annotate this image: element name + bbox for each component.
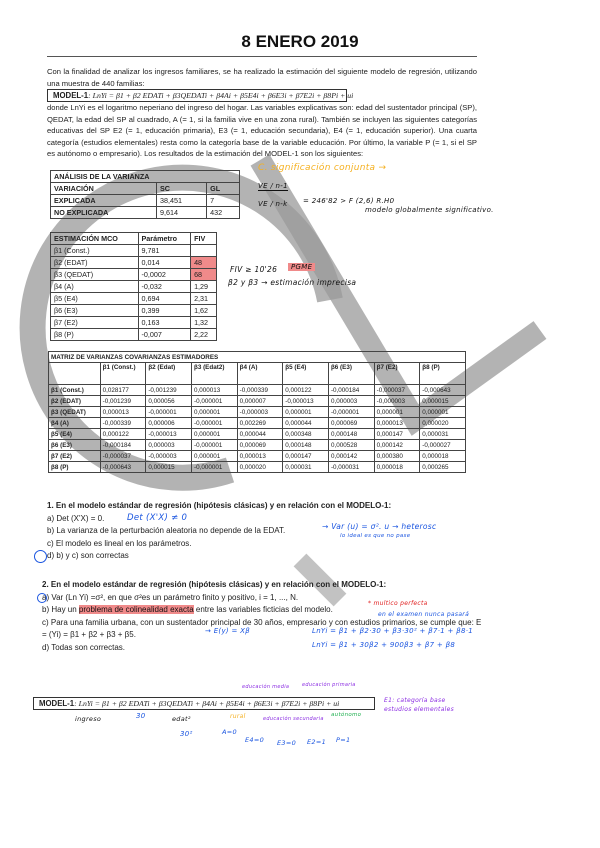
note-e40: E4=0 (245, 736, 265, 744)
intro-text: Con la finalidad de analizar los ingresos familiares, se ha realizado la estimación del siguiente modelo de regresión, utilizando una muestra de 440 familias: (47, 67, 477, 88)
cell: β4 (A) (51, 281, 139, 293)
cell: 0,028177 (100, 385, 146, 396)
cell: -0,000031 (328, 462, 374, 473)
table-row (51, 329, 217, 341)
note-ey: → E(y) = Xβ (205, 627, 250, 635)
matrix-header: β3 (Edat2) (191, 363, 237, 385)
note-conclusion: modelo globalmente significativo. (365, 206, 494, 214)
cell: 0,000265 (420, 462, 466, 473)
matrix-title: MATRIZ DE VARIANZAS COVARIANZAS ESTIMADORES (49, 352, 466, 363)
note-rural: rural (230, 713, 246, 720)
cell: 0,000001 (191, 451, 237, 462)
cell: EXPLICADA (51, 195, 157, 207)
note-var-ideal: lo ideal es que no pase (340, 533, 411, 539)
table-row (51, 195, 240, 207)
table-row (49, 440, 466, 451)
cell: 0,000122 (100, 429, 146, 440)
note-edat2: edat² (172, 715, 191, 723)
note-imprecise: β2 y β3 → estimación imprecisa (228, 278, 357, 287)
cell: -0,000001 (146, 407, 192, 418)
cell: 0,000007 (237, 396, 283, 407)
cell: 0,000348 (283, 429, 329, 440)
question-title: 1. En el modelo estándar de regresión (hipótesis clásicas) y en relación con el MODELO-1: (47, 501, 392, 510)
highlighted-text: problema de colinealidad exacta (78, 605, 194, 614)
matrix-header: β4 (A) (237, 363, 283, 385)
cell: β7 (E2) (49, 451, 101, 462)
text: entre las variables ficticias del modelo. (193, 605, 333, 614)
cell: 0,000031 (420, 429, 466, 440)
table-row (49, 396, 466, 407)
cell: 0,000018 (374, 462, 420, 473)
cell: -0,000027 (420, 440, 466, 451)
cell: β7 (E2) (51, 317, 139, 329)
table-row (49, 418, 466, 429)
cell: 1,32 (191, 317, 217, 329)
cell: 0,000142 (374, 440, 420, 451)
selected-answer-circle (37, 593, 47, 603)
anova-table (50, 170, 240, 219)
cell: 0,000013 (374, 418, 420, 429)
note-e21: E2=1 (307, 738, 327, 746)
cell: 2,22 (191, 329, 217, 341)
cell: -0,000001 (328, 407, 374, 418)
cell: 9,781 (138, 245, 191, 257)
cell: 0,000020 (420, 418, 466, 429)
cell: -0,000184 (328, 385, 374, 396)
note-p1: P=1 (336, 736, 351, 744)
cell: 0,000018 (420, 451, 466, 462)
cell: -0,000037 (374, 385, 420, 396)
matrix-header (49, 363, 101, 385)
cell: β6 (E3) (49, 440, 101, 451)
table-row (49, 429, 466, 440)
cell: β3 (QEDAT) (49, 407, 101, 418)
note-edu-media: educación media (242, 684, 290, 690)
matrix-header: β8 (P) (420, 363, 466, 385)
cell: 0,000015 (420, 396, 466, 407)
anova-title: ANÁLISIS DE LA VARIANZA (51, 171, 240, 183)
cell: 9,614 (157, 207, 207, 219)
note-a0: A=0 (222, 728, 237, 736)
option-d[interactable]: d) Todas son correctas. (42, 642, 126, 652)
anova-header: VARIACIÓN (51, 183, 157, 195)
description-text: donde LnYi es el logaritmo neperiano del ingreso del hogar. Las variables explicativas son: edad del sustentador principal (SP), QEDAT, la edad del SP al cuadrado, A (= 1, si la familia vive en una zona rural). También se incluyen las siguientes categorías educativas del SP E2 (= 1, educación primaria), E3 (= 1, educación secundaria), E4 (= 1, educación superior). Una cuarta categoría (estudios elementales) resta como la categoría base de la variable educación. Por último, la variable P (= 1, si el SP es autónomo o empresario). Los resultados de la estimación del MODEL-1 son los siguientes: (47, 103, 477, 159)
table-row (51, 317, 217, 329)
cell: 0,000069 (237, 440, 283, 451)
note-var: → Var (u) = σ². u → heterosc (322, 522, 437, 531)
cell: -0,000003 (237, 407, 283, 418)
cell: -0,000339 (237, 385, 283, 396)
matrix-header: β6 (E3) (328, 363, 374, 385)
cell: -0,032 (138, 281, 191, 293)
note-fiv: FIV ≥ 10'26 (230, 265, 278, 274)
cell: 0,000001 (283, 407, 329, 418)
cell: β1 (Const.) (49, 385, 101, 396)
note-pgme: PGME (288, 263, 315, 271)
note-exam: en el examen nunca pasará (378, 611, 470, 618)
cell: 0,694 (138, 293, 191, 305)
note-30: 30 (136, 712, 146, 720)
anova-header: SC (157, 183, 207, 195)
cell: β4 (A) (49, 418, 101, 429)
cell: 0,014 (138, 257, 191, 269)
cell: -0,000013 (283, 396, 329, 407)
table-row (49, 407, 466, 418)
cell: -0,000001 (191, 462, 237, 473)
cell: β1 (Const.) (51, 245, 139, 257)
note-autonomo: autónomo (331, 712, 362, 718)
note-30sq: 30² (180, 730, 193, 738)
mco-header: FIV (191, 233, 217, 245)
cell: -0,001239 (146, 385, 192, 396)
covariance-matrix-table (48, 351, 466, 473)
table-row (49, 451, 466, 462)
cell: 0,000044 (283, 418, 329, 429)
cell: -0,000003 (374, 396, 420, 407)
cell: -0,000013 (146, 429, 192, 440)
option-b[interactable]: b) La varianza de la perturbación aleatoria no depende de la EDAT. (47, 526, 286, 535)
note-edu-secundaria: educación secundaria (263, 716, 324, 722)
cell: 0,000013 (100, 407, 146, 418)
table-row (51, 293, 217, 305)
cell: β6 (E3) (51, 305, 139, 317)
note-multico: * multico perfecta (368, 600, 428, 607)
cell: 0,000142 (328, 451, 374, 462)
cell: -0,000643 (100, 462, 146, 473)
cell: 0,000001 (374, 407, 420, 418)
cell: β5 (E4) (49, 429, 101, 440)
cell: 0,000147 (374, 429, 420, 440)
anova-header: GL (207, 183, 240, 195)
matrix-header: β2 (Edat) (146, 363, 192, 385)
model-box-repeat (33, 697, 375, 710)
cell: 0,000001 (420, 407, 466, 418)
table-row (51, 305, 217, 317)
cell: 0,000013 (191, 385, 237, 396)
option-a[interactable]: a) Var (Ln Yi) =σ², en que σ²es un parámetro finito y positivo, i = 1, ..., N. (42, 592, 299, 602)
cell: -0,000001 (191, 418, 237, 429)
note-fstat: = 246'82 > F (2,6) R.H0 (303, 197, 395, 205)
text: b) Hay un (42, 605, 79, 614)
cell: -0,000001 (191, 440, 237, 451)
option-d[interactable]: d) b) y c) son correctas (47, 551, 129, 560)
cell: 1,62 (191, 305, 217, 317)
cell: 0,000001 (191, 407, 237, 418)
cell: β2 (EDAT) (51, 257, 139, 269)
cell: -0,000643 (420, 385, 466, 396)
cell: 0,000001 (191, 429, 237, 440)
cell: 0,002269 (237, 418, 283, 429)
note-ln1: LnYi = β1 + β2·30 + β3·30² + β7·1 + β8·1 (312, 627, 474, 635)
cell: 0,000020 (237, 462, 283, 473)
note-det: Det (X'X) ≠ 0 (127, 513, 188, 523)
cell: 0,000069 (328, 418, 374, 429)
cell: -0,000339 (100, 418, 146, 429)
cell: 0,000006 (146, 418, 192, 429)
cell: 1,29 (191, 281, 217, 293)
matrix-header: β5 (E4) (283, 363, 329, 385)
model-label: MODEL-1 (53, 91, 89, 100)
cell: 0,000056 (146, 396, 192, 407)
cell: 0,000148 (283, 440, 329, 451)
note-fraction-top: VE / n-1 (258, 182, 288, 190)
question-title: 2. En el modelo estándar de regresión (hipótesis clásicas) y en relación con el MODELO-1: (42, 580, 387, 589)
cell: β8 (P) (51, 329, 139, 341)
cell: β5 (E4) (51, 293, 139, 305)
table-row (51, 245, 217, 257)
mco-table (50, 232, 217, 341)
cell: 0,000528 (328, 440, 374, 451)
cell: -0,000003 (146, 451, 192, 462)
mco-header: ESTIMACIÓN MCO (51, 233, 139, 245)
mco-header: Parámetro (138, 233, 191, 245)
cell: 0,000003 (328, 396, 374, 407)
table-row (51, 207, 240, 219)
option-a[interactable]: a) Det (X'X) = 0. (47, 513, 105, 523)
model-box (47, 89, 354, 102)
cell: 0,000148 (328, 429, 374, 440)
option-c[interactable]: c) El modelo es lineal en los parámetros. (47, 538, 192, 548)
cell: 0,000044 (237, 429, 283, 440)
page-title: 8 ENERO 2019 (241, 32, 359, 51)
model-equation: : LnYi = β1 + β2 EDATi + β3QEDATi + β4Ai + β5E4i + β6E3i + β7E2i + β8Pi + ui (74, 699, 340, 708)
question-1 (47, 500, 477, 563)
table-row (49, 385, 466, 396)
table-row (49, 462, 466, 473)
model-equation: : LnYi = β1 + β2 EDATi + β3QEDATi + β4Ai + β5E4i + β6E3i + β7E2i + β8Pi + ui (88, 91, 354, 100)
selected-answer-circle (34, 550, 47, 563)
cell: -0,000184 (100, 440, 146, 451)
cell: 0,000122 (283, 385, 329, 396)
cell: β8 (P) (49, 462, 101, 473)
matrix-header: β7 (E2) (374, 363, 420, 385)
cell: β2 (EDAT) (49, 396, 101, 407)
cell: 0,000003 (146, 440, 192, 451)
cell: -0,000001 (191, 396, 237, 407)
note-base-studies: estudios elementales (384, 706, 455, 713)
cell: 7 (207, 195, 240, 207)
cell: -0,007 (138, 329, 191, 341)
cell: 0,000015 (146, 462, 192, 473)
cell: 68 (191, 269, 217, 281)
cell: -0,000037 (100, 451, 146, 462)
cell: -0,0002 (138, 269, 191, 281)
cell: β3 (QEDAT) (51, 269, 139, 281)
note-e30: E3=0 (277, 739, 297, 747)
note-significance: C. significación conjunta → (258, 163, 387, 173)
cell (191, 245, 217, 257)
cell: 2,31 (191, 293, 217, 305)
cell: 0,000031 (283, 462, 329, 473)
note-edu-primaria: educación primaria (302, 682, 356, 688)
cell: 38,451 (157, 195, 207, 207)
option-c[interactable]: c) Para una familia urbana, con un sustentador principal de 30 años, empresario y con estudios primarios, se cumple que: E = (Yi) = β1 + β2 + β3 + β5. (42, 617, 482, 639)
cell: 0,399 (138, 305, 191, 317)
cell: 0,000380 (374, 451, 420, 462)
table-row (51, 257, 217, 269)
cell: 0,000013 (237, 451, 283, 462)
note-base-category: E1: categoría base (384, 697, 446, 704)
matrix-header: β1 (Const.) (100, 363, 146, 385)
cell: 0,163 (138, 317, 191, 329)
model-label: MODEL-1 (39, 699, 75, 708)
table-row (51, 269, 217, 281)
note-ln2: LnYi = β1 + 30β2 + 900β3 + β7 + β8 (312, 641, 456, 649)
note-ingreso: ingreso (75, 715, 102, 723)
cell: -0,001239 (100, 396, 146, 407)
note-fraction-bottom: VE / n-k (258, 200, 288, 208)
cell: 432 (207, 207, 240, 219)
cell: NO EXPLICADA (51, 207, 157, 219)
cell: 48 (191, 257, 217, 269)
title-divider (47, 56, 477, 57)
table-row (51, 281, 217, 293)
cell: 0,000147 (283, 451, 329, 462)
